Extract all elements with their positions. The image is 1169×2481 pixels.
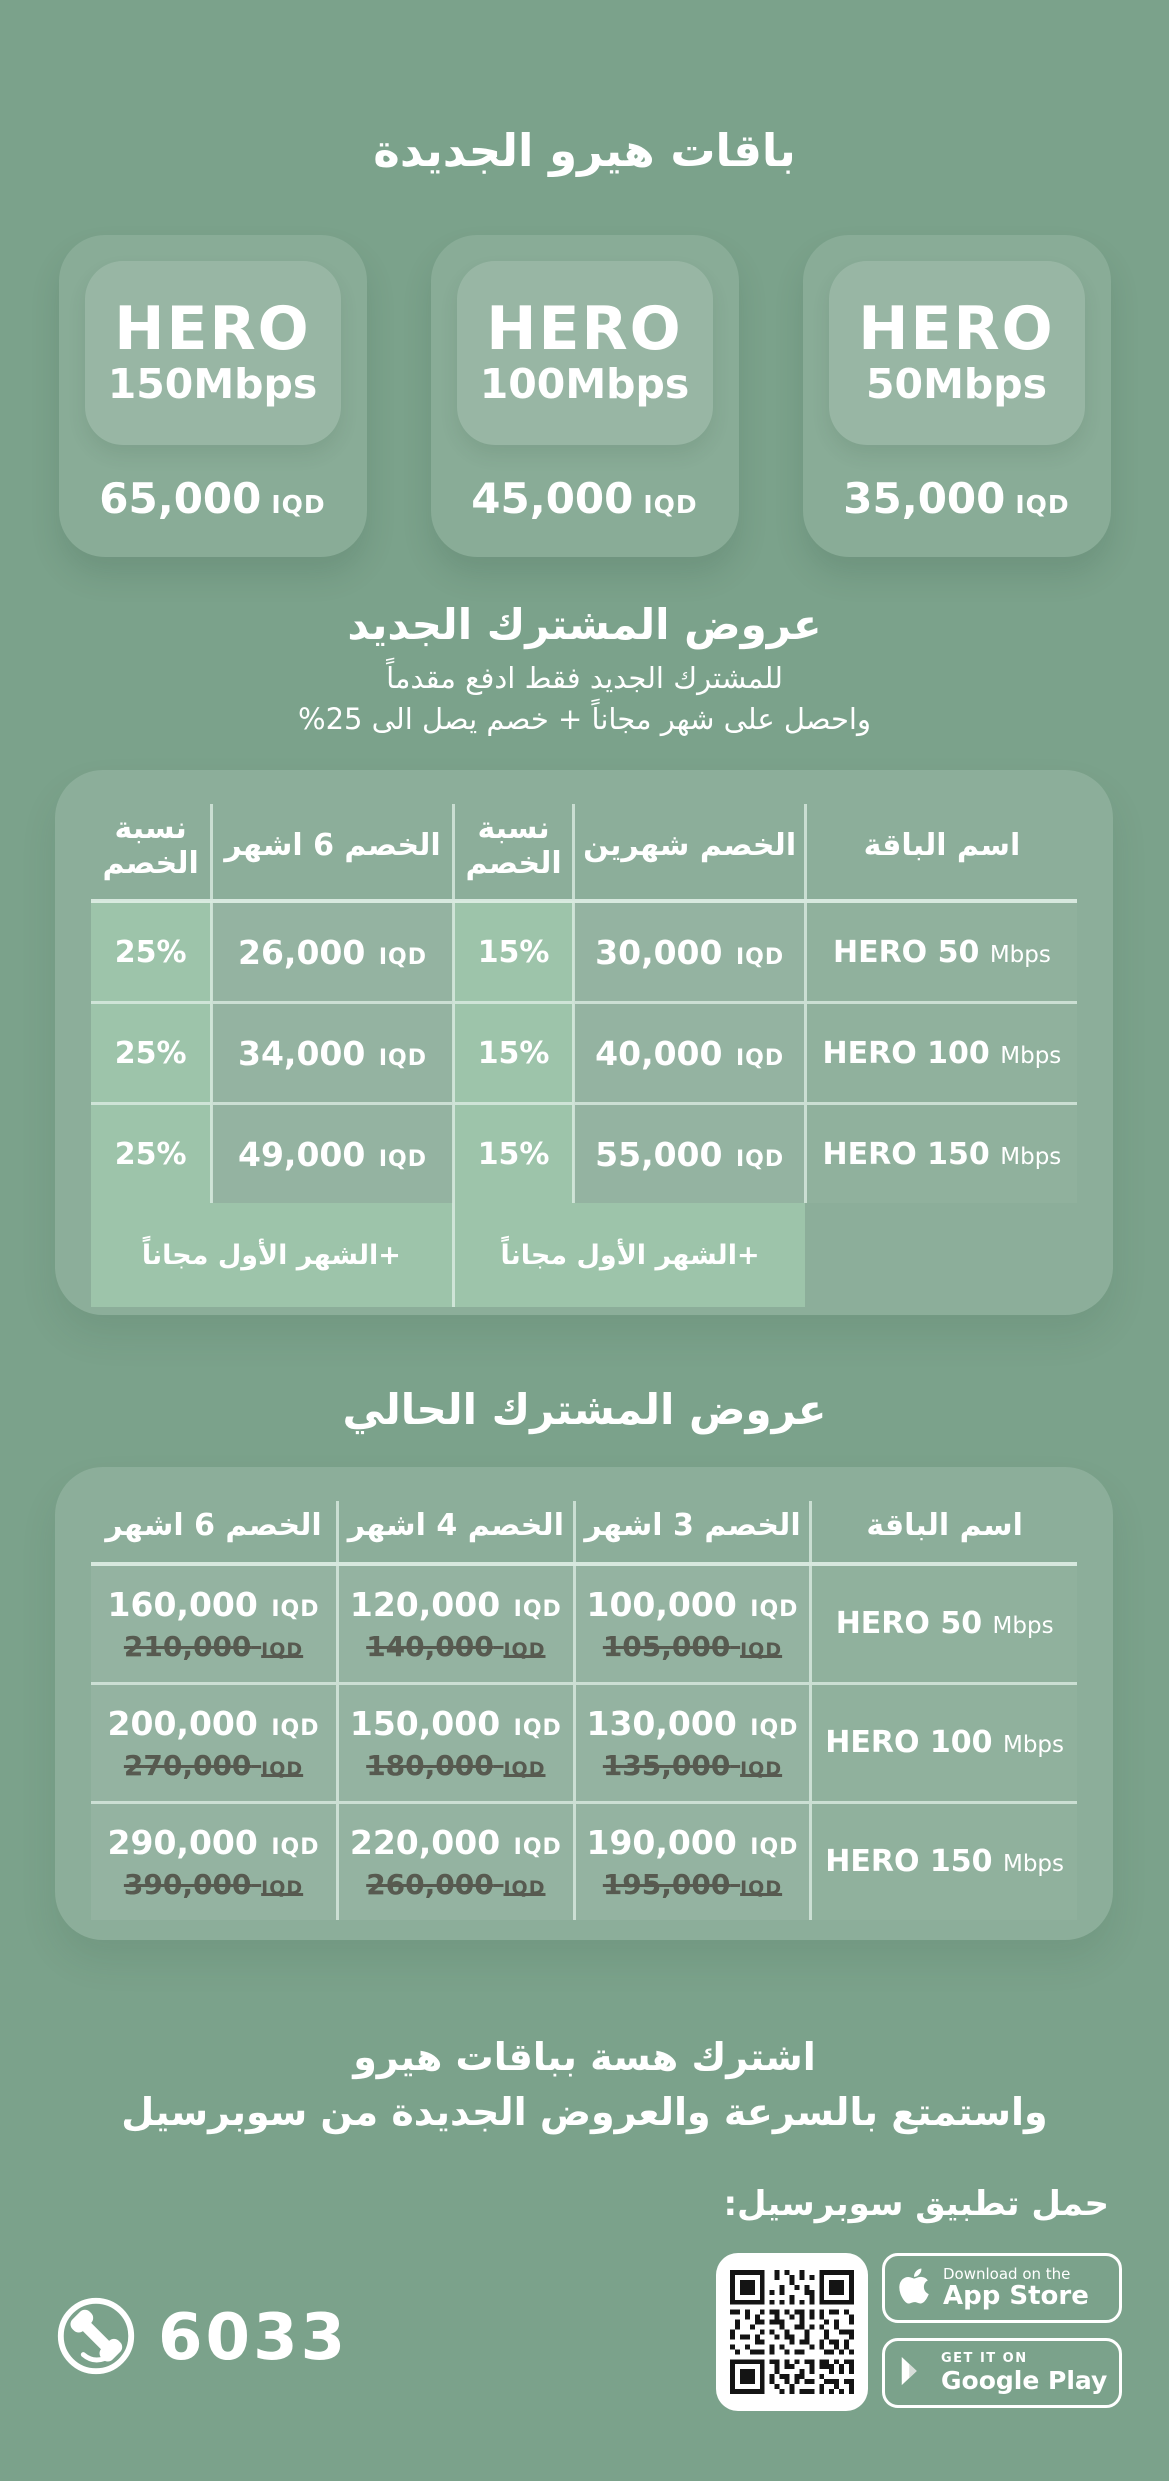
price-4month: 150,000 IQD <box>349 1703 562 1743</box>
badge-bottom-line: App Store <box>943 2281 1089 2312</box>
new-subscriber-subtitle-2: واحصل على شهر مجاناً + خصم يصل الى 25% <box>298 702 871 737</box>
plan-name: HERO <box>858 293 1055 364</box>
phone-icon <box>52 2292 140 2384</box>
table-header-row <box>91 804 1077 901</box>
package-name: HERO 100 Mbps <box>822 1035 1062 1071</box>
table-row <box>91 901 1077 1003</box>
app-store-badge-text <box>943 2266 1089 2310</box>
footer-empty-cell <box>805 1203 1077 1307</box>
plan-name: HERO <box>114 293 311 364</box>
first-month-free-note: +الشهر الأول مجاناً <box>453 1203 805 1307</box>
table-row <box>91 1104 1077 1204</box>
badge-top-line: GET IT ON <box>941 2351 1028 2367</box>
old-price-6month: 390,000 IQD <box>123 1867 304 1901</box>
download-app-label: حمل تطبيق سوبرسيل: <box>723 2184 1109 2224</box>
price-value: 45,000 <box>471 474 634 523</box>
discount-pct-6month: 25% <box>91 1003 212 1104</box>
new-subscriber-section-header <box>0 600 1169 739</box>
table-row <box>91 1003 1077 1104</box>
old-price-3month: 105,000 IQD <box>602 1629 783 1663</box>
plan-speed: 100Mbps <box>479 359 690 408</box>
discount-pct-6month: 25% <box>91 901 212 1003</box>
plan-card-50 <box>803 235 1111 557</box>
badge-top-line: Download on the <box>943 2264 1071 2283</box>
column-header-discount-pct: نسبة الخصم <box>91 804 212 901</box>
column-header-package-name: اسم الباقة <box>811 1501 1077 1564</box>
currency-label: IQD <box>271 490 326 519</box>
price-value: 65,000 <box>99 474 262 523</box>
cta-text <box>0 2030 1169 2140</box>
plan-card-inner <box>85 261 341 445</box>
price-6month: 49,000 IQD <box>238 1134 427 1174</box>
table-row <box>91 1802 1077 1920</box>
store-badges <box>882 2253 1122 2408</box>
column-header-package-name: اسم الباقة <box>805 804 1077 901</box>
plan-name: HERO <box>486 293 683 364</box>
currency-label: IQD <box>643 490 698 519</box>
price-4month: 220,000 IQD <box>349 1822 562 1862</box>
package-name: HERO 100 Mbps <box>825 1725 1065 1760</box>
column-header-6month-discount: الخصم 6 اشهر <box>91 1501 338 1564</box>
currency-label: IQD <box>1015 490 1070 519</box>
package-name: HERO 150 Mbps <box>825 1844 1065 1879</box>
plan-card-inner <box>457 261 713 445</box>
package-name: HERO 150 Mbps <box>822 1136 1062 1172</box>
table-header-row <box>91 1501 1077 1564</box>
new-subscriber-subtitle-1: للمشترك الجديد فقط ادفع مقدماً <box>386 661 783 695</box>
section-title-current-subscriber: عروض المشترك الحالي <box>342 1385 827 1434</box>
old-price-4month: 140,000 IQD <box>366 1629 546 1663</box>
plan-speed: 150Mbps <box>107 359 318 408</box>
old-price-3month: 135,000 IQD <box>602 1748 783 1782</box>
qr-code[interactable] <box>716 2253 868 2411</box>
apple-icon <box>898 2266 930 2310</box>
price-4month: 120,000 IQD <box>349 1584 562 1624</box>
price-6month: 290,000 IQD <box>107 1822 320 1862</box>
column-header-2month-discount: الخصم شهرين <box>574 804 805 901</box>
old-price-4month: 260,000 IQD <box>366 1867 546 1901</box>
package-name: HERO 50 Mbps <box>832 934 1051 970</box>
google-play-badge[interactable] <box>882 2338 1122 2408</box>
new-subscriber-offers-panel <box>55 770 1113 1315</box>
price-6month: 160,000 IQD <box>107 1584 320 1624</box>
google-play-icon <box>898 2355 928 2391</box>
price-2month: 55,000 IQD <box>595 1134 785 1174</box>
price-3month: 130,000 IQD <box>586 1703 799 1743</box>
page-title: باقات هيرو الجديدة <box>373 124 796 177</box>
price-3month: 100,000 IQD <box>586 1584 799 1624</box>
old-price-6month: 270,000 IQD <box>123 1748 304 1782</box>
plan-price <box>99 474 325 523</box>
discount-pct-2month: 15% <box>453 901 574 1003</box>
section-title-new-subscriber: عروض المشترك الجديد <box>347 600 822 649</box>
package-name: HERO 50 Mbps <box>835 1606 1054 1641</box>
price-value: 35,000 <box>843 474 1006 523</box>
discount-pct-6month: 25% <box>91 1104 212 1204</box>
app-store-badge[interactable] <box>882 2253 1122 2323</box>
cta-line-1: اشترك هسة بباقات هيرو <box>353 2035 816 2079</box>
price-6month: 200,000 IQD <box>107 1703 320 1743</box>
column-header-6month-discount: الخصم 6 اشهر <box>212 804 453 901</box>
table-row <box>91 1564 1077 1684</box>
column-header-4month-discount: الخصم 4 اشهر <box>338 1501 575 1564</box>
plan-price <box>471 474 697 523</box>
old-price-4month: 180,000 IQD <box>366 1748 546 1782</box>
price-2month: 40,000 IQD <box>595 1033 785 1073</box>
plan-cards <box>0 235 1169 557</box>
column-header-discount-pct: نسبة الخصم <box>453 804 574 901</box>
cta-line-2: واستمتع بالسرعة والعروض الجديدة من سوبرسيل <box>121 2090 1048 2134</box>
plan-speed: 50Mbps <box>866 359 1047 408</box>
table-row <box>91 1683 1077 1802</box>
new-subscriber-table <box>91 804 1077 1307</box>
old-price-6month: 210,000 IQD <box>123 1629 304 1663</box>
current-subscriber-section-header <box>0 1385 1169 1434</box>
discount-pct-2month: 15% <box>453 1104 574 1204</box>
plan-card-inner <box>829 261 1085 445</box>
first-month-free-note: +الشهر الأول مجاناً <box>91 1203 453 1307</box>
old-price-3month: 195,000 IQD <box>602 1867 783 1901</box>
plan-price <box>843 474 1069 523</box>
current-subscriber-table <box>91 1501 1077 1920</box>
badge-bottom-line: Google Play <box>941 2365 1108 2395</box>
price-2month: 30,000 IQD <box>595 932 785 972</box>
plan-card-100 <box>431 235 739 557</box>
price-3month: 190,000 IQD <box>586 1822 799 1862</box>
column-header-3month-discount: الخصم 3 اشهر <box>574 1501 811 1564</box>
table-footer-row <box>91 1203 1077 1307</box>
price-6month: 34,000 IQD <box>238 1033 427 1073</box>
plan-card-150 <box>59 235 367 557</box>
price-6month: 26,000 IQD <box>238 932 427 972</box>
phone-contact[interactable] <box>52 2292 348 2384</box>
phone-number[interactable]: 6033 <box>158 2301 349 2375</box>
google-play-badge-text <box>941 2352 1107 2393</box>
discount-pct-2month: 15% <box>453 1003 574 1104</box>
current-subscriber-offers-panel <box>55 1467 1113 1940</box>
